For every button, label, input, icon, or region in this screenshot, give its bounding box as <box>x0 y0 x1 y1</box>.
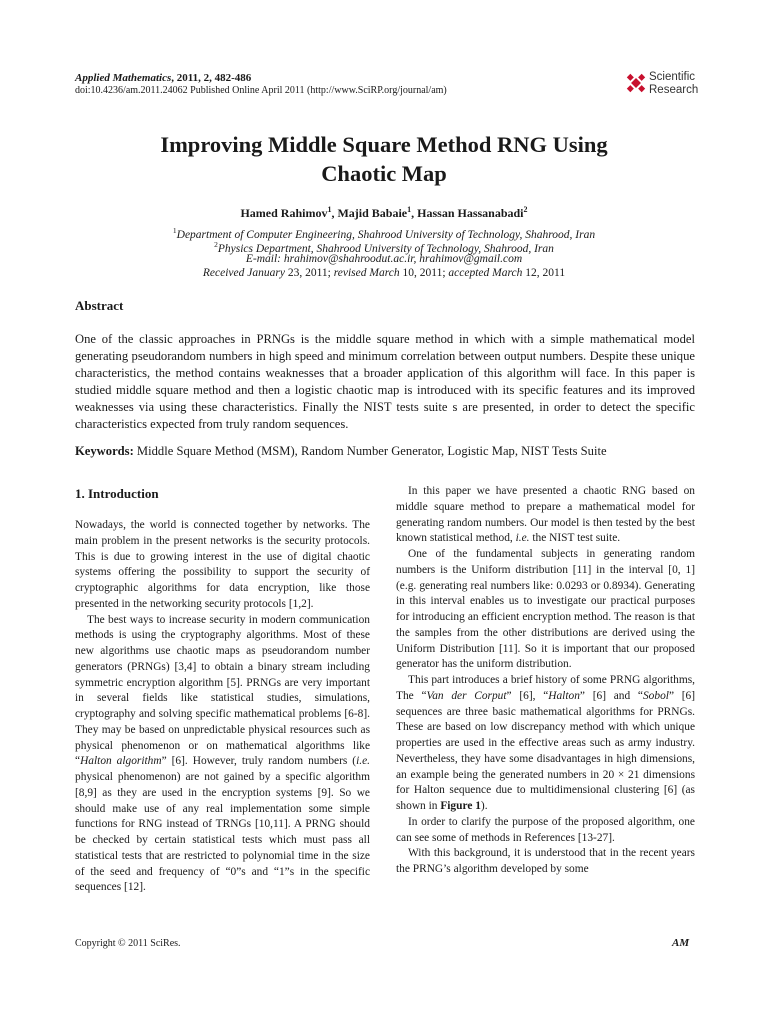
received-dates <box>84 266 684 280</box>
affiliation-2-text: Physics Department, Shahrood University of Technology, Shahrood, Iran <box>217 242 554 255</box>
journal-name: Applied Mathematics <box>75 72 172 84</box>
keywords-label: Keywords: <box>75 444 134 458</box>
author-3: Hassan Hassanabadi <box>417 206 524 220</box>
revised-date: 10, 2011; <box>399 267 449 279</box>
italic-text: i.e. <box>356 755 370 768</box>
italic-text: Halton algorithm <box>80 755 162 768</box>
author-3-affil: 2 <box>523 205 528 214</box>
journal-citation <box>75 72 695 84</box>
text-run: ” [6]. However, truly random numbers ( <box>161 755 357 768</box>
section-title: Introduction <box>88 486 159 501</box>
section-heading-introduction <box>75 486 159 502</box>
paragraph: In order to clarify the purpose of the proposed algorithm, one can see some of methods in References [13-27]. <box>396 815 695 844</box>
accepted-date: 12, 2011 <box>522 267 566 279</box>
received-date: 23, 2011; <box>284 267 334 279</box>
author-separator: , <box>331 206 338 220</box>
doi-line[interactable]: doi:10.4236/am.2011.24062 Published Online April 2011 (http://www.SciRP.org/journal/am) <box>75 85 447 96</box>
logo-line1: Scientific <box>649 71 696 83</box>
abstract-heading: Abstract <box>75 298 124 313</box>
paragraph <box>75 613 370 897</box>
italic-text: Sobol <box>642 689 669 702</box>
journal-abbreviation: AM <box>672 937 690 949</box>
copyright: Copyright © 2011 SciRes. <box>75 938 181 949</box>
revised-label: revised March <box>333 267 400 279</box>
left-column <box>75 518 370 896</box>
text-run: ). <box>480 800 488 812</box>
section-number: 1. <box>75 486 85 501</box>
author-2-affil: 1 <box>407 205 412 214</box>
title-line1: Improving Middle Square Method RNG Using <box>160 132 608 157</box>
email-line <box>84 252 684 266</box>
paragraph <box>396 673 695 815</box>
italic-text: Halton <box>548 689 580 702</box>
text-run: In this paper we have presented a chaotic RNG based on middle square method to prepare a mathematical model for generating random numbers. Our model is then tested by the best known statistical method, <box>396 485 695 545</box>
scientific-research-logo <box>625 70 715 98</box>
text-run: ” [6] and “ <box>579 689 643 702</box>
received-label: Received January <box>202 267 285 279</box>
text-run: This part introduces a brief history of some PRNG algorithms, The “ <box>396 674 695 702</box>
logo-line2: Research <box>649 84 699 96</box>
text-run: physical phenomenon) are not gained by a specific algorithm [8,9] as they are used in the encryption systems [9]. So we should make use of any real implementation some simple functions for RNG instead of TRNGs [10,11]. A PRNG should be checked by certain statistical tests which must pass all statistical tests that are restricted to polynomial time in the size of the seed and frequency of “0”s and “1”s in the specific sequences [12]. <box>75 771 370 894</box>
keywords <box>75 444 715 459</box>
author-1: Hamed Rahimov <box>240 206 328 220</box>
abstract-text: One of the classic approaches in PRNGs is the middle square method in which with a simple mathematical model generating pseudorandom numbers in high speed and minimum correlation between output numbers. Despite these unique characteristics, the method contains weaknesses that a broader application of this algorithm will face. In this paper is studied middle square method and then a logistic chaotic map is introduced with its specific features and its improved weaknesses via using these characteristics. Finally the NIST tests suite s are presented, in order to detect the specific characteristics expected from truly random sequences. <box>75 332 695 431</box>
journal-header <box>75 72 695 96</box>
text-run: ” [6] sequences are three basic mathematical algorithms for PRNGs. These are based on low discrepancy method with which unique properties are used in the effective areas such as army industry. Nevertheless, they have some disadvantages in high dimensions, an example being the generated numbers in 20 × 21 dimensions for Halton sequence due to multidimensional clustering [6] (as shown in <box>396 689 696 812</box>
keywords-text: Middle Square Method (MSM), Random Number Generator, Logistic Map, NIST Tests Suite <box>133 444 607 458</box>
text-run: ” [6], “ <box>506 689 549 702</box>
title-line2: Chaotic Map <box>321 161 447 186</box>
author-1-affil: 1 <box>327 205 332 214</box>
text-run: the NIST test suite. <box>529 532 621 545</box>
paragraph: Nowadays, the world is connected together by networks. The main problem in the present networks is the security protocols. This is due to growing interest in the use of digital chaotic systems offering the possibility to support the security of cryptographic algorithms for data encryption, like those presented in the networking security protocols [1,2]. <box>75 519 370 610</box>
author-list <box>84 205 684 221</box>
logo-icon <box>625 72 647 94</box>
affiliation-2-marker: 2 <box>214 240 218 249</box>
paragraph: With this background, it is understood that in the recent years the PRNG’s algorithm developed by some <box>396 847 695 875</box>
logo-text <box>649 71 698 97</box>
affiliation-1-text: Department of Computer Engineering, Shahrood University of Technology, Shahrood, Iran <box>176 228 596 241</box>
affiliation-1-marker: 1 <box>172 226 177 235</box>
italic-text: i.e. <box>515 532 530 545</box>
paragraph <box>396 484 695 547</box>
author-separator: , <box>411 206 418 220</box>
italic-text: Van der Corput <box>426 689 507 702</box>
email-label: E-mail <box>245 253 278 265</box>
email-addresses[interactable]: : hrahimov@shahroodut.ac.ir, hrahimov@gmail.com <box>277 253 523 265</box>
accepted-label: accepted March <box>448 267 523 279</box>
text-run: The best ways to increase security in modern communication methods is using the cryptography algorithms. Most of these new algorithms use chaotic maps as pseudorandom number generators (PRNGs) [3,4] to obtain a binary stream including symmetric encryption algorithm [5]. PRNGs are very important in several fields like statistical studies, simulations, cryptography and solving specific mathematical problems [6-8]. They may be based on unpredictable physical resources such as physical phenomenon or on mathematical algorithms like “ <box>75 613 370 768</box>
figure-reference[interactable]: Figure 1 <box>440 800 481 812</box>
paper-title <box>84 130 684 188</box>
author-2: Majid Babaie <box>337 206 408 220</box>
paragraph: One of the fundamental subjects in generating random numbers is the Uniform distribution [11] in the interval [0, 1] (e.g. generating real numbers like: 0.0293 or 0.8934). Generating in this interval enables us to investigate our practical purposes for introducing an efficient encryption method. The reason is that the samples from the other distributions are derived using the Uniform Distribution [11]. So it is important that our proposed generator has the uniform distribution. <box>396 548 695 671</box>
journal-volume: , 2011, 2, 482-486 <box>171 72 252 84</box>
right-column <box>396 484 695 878</box>
